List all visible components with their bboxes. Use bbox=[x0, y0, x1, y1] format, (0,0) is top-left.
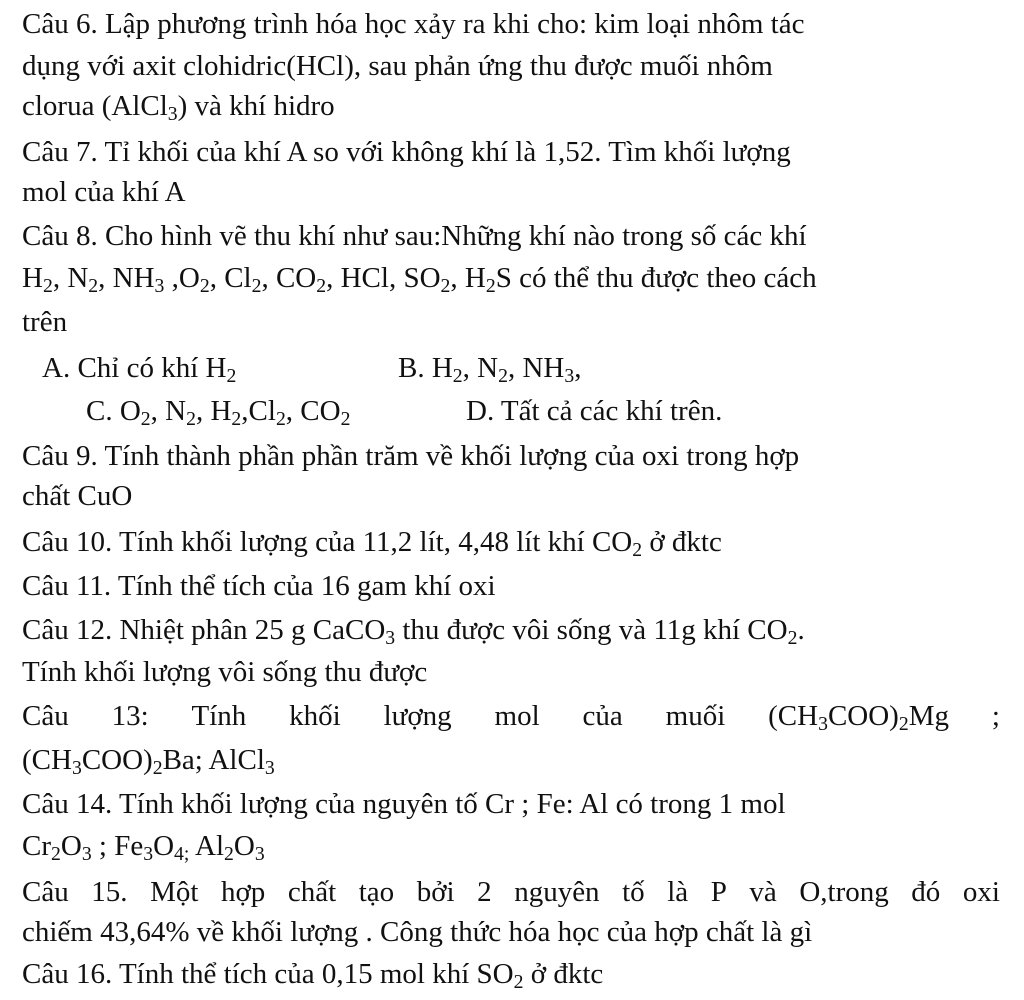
q13-line-2: $(CH_3COO)_2Ba$; AlCl$_3$ bbox=[22, 744, 275, 779]
q8-option-d: D. Tất cả các khí trên. bbox=[466, 395, 723, 427]
q15-line-2: chiếm 43,64% về khối lượng . Công thức hóa học của hợp chất là gì bbox=[22, 916, 813, 948]
q12-line-1: Câu 12. Nhiệt phân 25 g CaCO$_3$ thu được vôi sống và 11g khí $CO_2$. bbox=[22, 614, 805, 649]
q8-line-3: trên bbox=[22, 306, 68, 338]
gas-item: $O_2$, bbox=[178, 262, 225, 297]
q15-line-1: Câu 15. Một hợp chất tạo bởi 2 nguyên tố là P và O,trong đó oxi bbox=[22, 876, 1000, 908]
q8-option-c: C. $O_2$, $N_2$, $H_2,Cl_2$, $CO_2$ bbox=[86, 395, 351, 430]
gas-item: $H_2$, bbox=[22, 262, 68, 297]
q8-option-b: B. $H_2$, $N_2$, $NH_3$, bbox=[398, 352, 582, 387]
gas-item: $Cl_2$, bbox=[224, 262, 276, 297]
q9-line-1: Câu 9. Tính thành phần phần trăm về khối lượng của oxi trong hợp bbox=[22, 440, 800, 472]
q7-line-1: Câu 7. Tỉ khối của khí A so với không khí là 1,52. Tìm khối lượng bbox=[22, 136, 791, 168]
q6-line-2: dụng với axit clohidric(HCl), sau phản ứng thu được muối nhôm bbox=[22, 50, 773, 82]
q10-line: Câu 10. Tính khối lượng của 11,2 lít, 4,48 lít khí $CO_2$ ở đktc bbox=[22, 526, 722, 561]
q6-line-1: Câu 6. Lập phương trình hóa học xảy ra khi cho: kim loại nhôm tác bbox=[22, 8, 805, 40]
q16-line: Câu 16. Tính thể tích của 0,15 mol khí $SO_2$ ở đktc bbox=[22, 958, 604, 993]
q9-line-2: chất CuO bbox=[22, 480, 133, 512]
q8-line-1: Câu 8. Cho hình vẽ thu khí như sau:Những khí nào trong số các khí bbox=[22, 220, 807, 252]
gas-item: $NH_3$ , bbox=[112, 262, 179, 297]
gas-item: $CO_2$, HCl, bbox=[275, 262, 404, 297]
q8-gas-list bbox=[22, 260, 817, 296]
q6-line-3: clorua (AlCl$_3$) và khí hidro bbox=[22, 90, 335, 125]
q13-line-1: Câu 13: Tính khối lượng mol của muối $(CH_3COO)_2Mg$ ; bbox=[22, 700, 1000, 735]
q8-option-a: A. Chỉ có khí $H_2$ bbox=[42, 352, 237, 387]
q14-line-2: $Cr_2O_3$ ; $Fe_3O_{4;}$ $Al_2O_3$ bbox=[22, 830, 265, 865]
q7-line-2: mol của khí A bbox=[22, 176, 186, 208]
gas-item: $H_2S$ có thể thu được theo cách bbox=[464, 262, 817, 297]
q11-line: Câu 11. Tính thể tích của 16 gam khí oxi bbox=[22, 570, 496, 602]
q14-line-1: Câu 14. Tính khối lượng của nguyên tố Cr ; Fe: Al có trong 1 mol bbox=[22, 788, 786, 820]
q13-formula-1: $(CH_3COO)_2Mg$ bbox=[768, 700, 949, 735]
gas-item: $N_2$, bbox=[67, 262, 113, 297]
q12-line-2: Tính khối lượng vôi sống thu được bbox=[22, 656, 428, 688]
gas-item: $SO_2$, bbox=[403, 262, 465, 297]
